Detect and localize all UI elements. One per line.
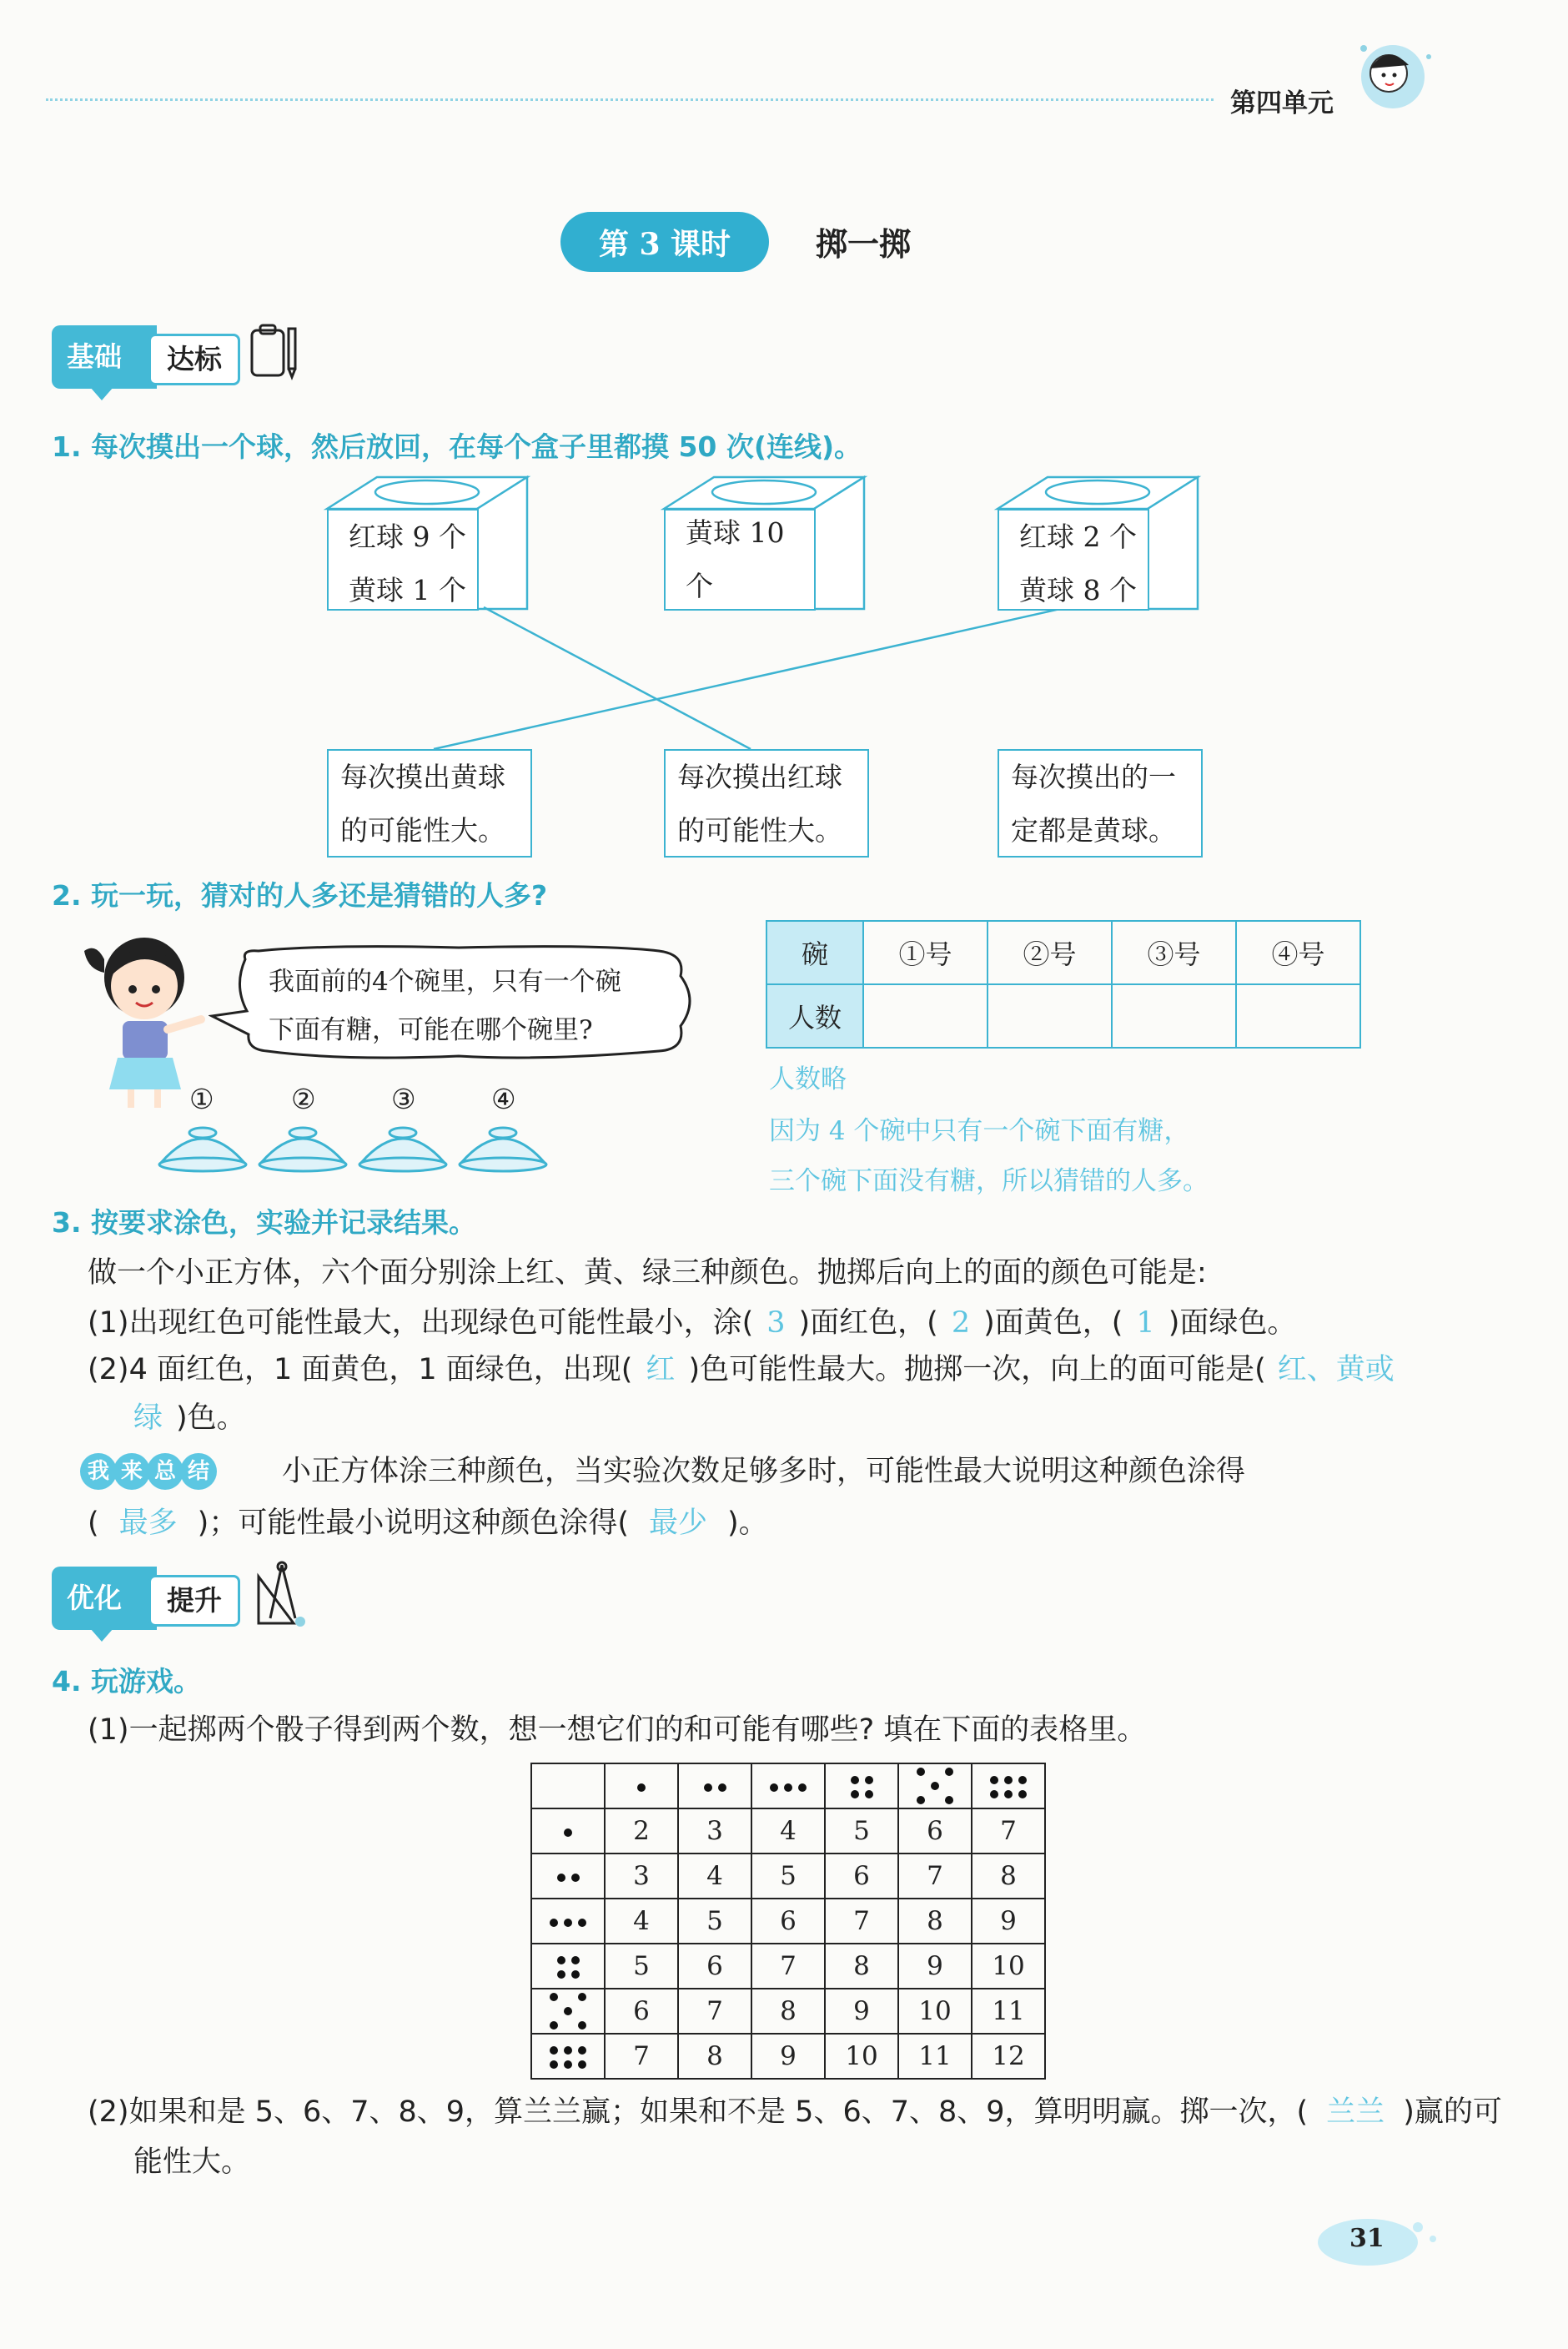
table-input-cell[interactable] bbox=[988, 984, 1112, 1048]
table-header-cell: ③号 bbox=[1112, 921, 1236, 984]
section-badge-right: 达标 bbox=[148, 334, 240, 385]
sum-cell: 12 bbox=[972, 2034, 1045, 2079]
table-header-cell: ②号 bbox=[988, 921, 1112, 984]
dice-header-cell bbox=[825, 1763, 898, 1808]
answer-blank[interactable]: 兰兰 bbox=[1326, 2095, 1385, 2129]
text: ( bbox=[88, 1506, 99, 1540]
speech-bubble-text bbox=[269, 958, 621, 1054]
sum-cell: 9 bbox=[972, 1899, 1045, 1944]
q2-title: 2. 玩一玩，猜对的人多还是猜错的人多? bbox=[52, 879, 548, 912]
section-badge-basic bbox=[52, 325, 244, 389]
table-row bbox=[531, 1989, 1045, 2034]
sum-cell: 2 bbox=[605, 1808, 678, 1854]
page-number: 31 bbox=[1349, 2224, 1385, 2253]
box-line: 黄球 8 个 bbox=[1019, 574, 1137, 606]
box-line: 黄球 1 个 bbox=[349, 574, 466, 606]
section-badge-left: 优化 bbox=[52, 1567, 157, 1630]
table-row bbox=[531, 1944, 1045, 1989]
dice-header-cell bbox=[531, 1989, 605, 2034]
box-line: 的可能性大。 bbox=[677, 814, 842, 847]
q1-box-bottom-3 bbox=[998, 749, 1203, 858]
box-line: 定都是黄球。 bbox=[1011, 814, 1176, 847]
q3-summary-line2 bbox=[88, 1498, 768, 1548]
q1-box-top-2 bbox=[664, 509, 816, 611]
dice-header-cell bbox=[531, 1899, 605, 1944]
dice-sum-table bbox=[530, 1763, 1046, 2080]
q3-title: 3. 按要求涂色，实验并记录结果。 bbox=[52, 1206, 476, 1239]
speech-line: 下面有糖，可能在哪个碗里? bbox=[269, 1015, 593, 1045]
answer-line: 因为 4 个碗中只有一个碗下面有糖， bbox=[769, 1116, 1190, 1146]
sum-cell: 4 bbox=[751, 1808, 825, 1854]
dice-header-cell bbox=[605, 1763, 678, 1808]
q1-box-top-3 bbox=[998, 509, 1149, 611]
table-input-cell[interactable] bbox=[1112, 984, 1236, 1048]
dice-5-icon bbox=[550, 1993, 586, 2030]
dice-header-cell bbox=[898, 1763, 972, 1808]
sum-cell: 9 bbox=[825, 1989, 898, 2034]
box-line: 红球 2 个 bbox=[1019, 521, 1137, 553]
table-row bbox=[531, 1899, 1045, 1944]
badge-char: 总 bbox=[147, 1453, 183, 1490]
dice-header-cell bbox=[531, 1808, 605, 1854]
sum-cell: 8 bbox=[972, 1854, 1045, 1899]
answer-line: 三个碗下面没有糖，所以猜错的人多。 bbox=[769, 1166, 1209, 1196]
table-row bbox=[531, 1854, 1045, 1899]
sum-cell: 10 bbox=[898, 1989, 972, 2034]
sum-cell: 4 bbox=[605, 1899, 678, 1944]
dice-2-icon bbox=[704, 1783, 726, 1792]
answer-blank[interactable]: 3 bbox=[766, 1306, 786, 1340]
text: )色可能性最大。抛掷一次，向上的面可能是( bbox=[688, 1353, 1266, 1386]
text: )色。 bbox=[176, 1401, 246, 1435]
dice-header-cell bbox=[531, 2034, 605, 2079]
answer-blank[interactable]: 绿 bbox=[133, 1401, 163, 1435]
text: )；可能性最小说明这种颜色涂得( bbox=[197, 1506, 629, 1540]
answer-blank[interactable]: 2 bbox=[951, 1306, 971, 1340]
dice-6-icon bbox=[990, 1776, 1027, 1798]
sum-cell: 8 bbox=[898, 1899, 972, 1944]
dice-header-cell bbox=[751, 1763, 825, 1808]
sum-cell: 6 bbox=[605, 1989, 678, 2034]
bowl-number: ② bbox=[291, 1083, 316, 1115]
dice-2-icon bbox=[557, 1874, 580, 1882]
dice-3-icon bbox=[770, 1783, 807, 1792]
sum-cell: 7 bbox=[751, 1944, 825, 1989]
box-line: 红球 9 个 bbox=[349, 521, 466, 553]
dice-1-icon bbox=[564, 1828, 572, 1837]
sum-cell: 5 bbox=[605, 1944, 678, 1989]
section-badge-left: 基础 bbox=[52, 325, 157, 389]
box-line: 每次摸出黄球 bbox=[340, 761, 505, 793]
q3-intro: 做一个小正方体，六个面分别涂上红、黄、绿三种颜色。抛掷后向上的面的颜色可能是: bbox=[88, 1256, 1207, 1290]
sum-cell: 7 bbox=[678, 1989, 751, 2034]
sum-cell: 8 bbox=[751, 1989, 825, 2034]
dice-6-icon bbox=[550, 2046, 586, 2069]
q2-answer-note: 人数略 bbox=[769, 1064, 847, 1094]
dice-5-icon bbox=[917, 1768, 953, 1804]
lesson-badge: 第 3 课时 bbox=[560, 212, 769, 272]
sum-cell: 5 bbox=[825, 1808, 898, 1854]
dice-header-cell bbox=[972, 1763, 1045, 1808]
q4-part1: (1)一起掷两个骰子得到两个数，想一想它们的和可能有哪些? 填在下面的表格里。 bbox=[88, 1713, 1147, 1747]
table-row bbox=[531, 2034, 1045, 2079]
q3-part1 bbox=[88, 1298, 1296, 1348]
dice-header-cell bbox=[531, 1944, 605, 1989]
q4-part2-cont: 能性大。 bbox=[133, 2145, 251, 2179]
answer-blank[interactable]: 红 bbox=[646, 1353, 676, 1386]
sum-cell: 3 bbox=[605, 1854, 678, 1899]
header-rule bbox=[46, 98, 1214, 101]
text: )赢的可 bbox=[1403, 2095, 1502, 2129]
q2-answer bbox=[769, 1106, 1209, 1206]
text: (2)如果和是 5、6、7、8、9，算兰兰赢；如果和不是 5、6、7、8、9，算明明赢。掷一次，( bbox=[88, 2095, 1309, 2129]
sum-cell: 11 bbox=[898, 2034, 972, 2079]
section-badge-right: 提升 bbox=[148, 1575, 240, 1627]
section-badge-advance bbox=[52, 1567, 244, 1630]
q3-summary-line1: 小正方体涂三种颜色，当实验次数足够多时，可能性最大说明这种颜色涂得 bbox=[282, 1455, 1246, 1488]
table-row bbox=[531, 1808, 1045, 1854]
table-header-cell: 碗 bbox=[766, 921, 863, 984]
q1-box-top-1 bbox=[327, 509, 479, 611]
sum-cell: 5 bbox=[751, 1854, 825, 1899]
table-row bbox=[531, 1763, 1045, 1808]
sum-cell: 6 bbox=[825, 1854, 898, 1899]
q4-part2 bbox=[88, 2087, 1502, 2137]
q1-box-bottom-2 bbox=[664, 749, 869, 858]
sum-cell: 7 bbox=[825, 1899, 898, 1944]
table-header-cell: ④号 bbox=[1236, 921, 1360, 984]
sum-cell: 6 bbox=[898, 1808, 972, 1854]
sum-cell: 10 bbox=[972, 1944, 1045, 1989]
answer-blank[interactable]: 最多 bbox=[118, 1506, 178, 1540]
bowl-number: ③ bbox=[391, 1083, 416, 1115]
sum-cell: 9 bbox=[898, 1944, 972, 1989]
bowl-row bbox=[154, 1083, 588, 1174]
table-header-cell: 人数 bbox=[766, 984, 863, 1048]
box-line: 的可能性大。 bbox=[340, 814, 505, 847]
dice-3-icon bbox=[550, 1919, 586, 1927]
text: )面绿色。 bbox=[1168, 1306, 1297, 1340]
bowl-table bbox=[766, 920, 1361, 1049]
badge-char: 来 bbox=[113, 1453, 150, 1490]
table-header-cell: ①号 bbox=[863, 921, 988, 984]
answer-blank[interactable]: 1 bbox=[1136, 1306, 1155, 1340]
q3-part2-cont bbox=[133, 1393, 246, 1443]
sum-cell: 3 bbox=[678, 1808, 751, 1854]
q4-title: 4. 玩游戏。 bbox=[52, 1665, 201, 1698]
sum-cell: 6 bbox=[678, 1944, 751, 1989]
sum-cell: 7 bbox=[898, 1854, 972, 1899]
badge-char: 结 bbox=[180, 1453, 217, 1490]
bowl-number: ① bbox=[189, 1083, 214, 1115]
clipboard-pencil-icon bbox=[247, 319, 305, 385]
sum-cell: 7 bbox=[972, 1808, 1045, 1854]
dice-4-icon bbox=[851, 1776, 873, 1798]
lesson-title: 掷一掷 bbox=[816, 226, 912, 263]
sum-cell: 6 bbox=[751, 1899, 825, 1944]
table-input-cell[interactable] bbox=[863, 984, 988, 1048]
dice-4-icon bbox=[557, 1956, 580, 1979]
box-line: 黄球 10 个 bbox=[686, 516, 785, 602]
q1-title: 1. 每次摸出一个球，然后放回，在每个盒子里都摸 50 次(连线)。 bbox=[52, 430, 862, 463]
table-input-cell[interactable] bbox=[1236, 984, 1360, 1048]
bowl-icons bbox=[154, 1118, 588, 1173]
dice-header-cell bbox=[678, 1763, 751, 1808]
ruler-compass-icon bbox=[252, 1560, 310, 1630]
sum-cell: 7 bbox=[605, 2034, 678, 2079]
dice-1-icon bbox=[637, 1783, 646, 1792]
q3-part2 bbox=[88, 1345, 1395, 1395]
girl-mascot-icon bbox=[1347, 25, 1439, 117]
unit-label: 第四单元 bbox=[1230, 88, 1334, 118]
speech-line: 我面前的4个碗里，只有一个碗 bbox=[269, 967, 621, 997]
table-row bbox=[766, 921, 1360, 984]
text: )。 bbox=[727, 1506, 768, 1540]
q1-box-bottom-1 bbox=[327, 749, 532, 858]
sum-cell: 9 bbox=[751, 2034, 825, 2079]
sum-cell: 11 bbox=[972, 1989, 1045, 2034]
answer-blank[interactable]: 红、黄或 bbox=[1277, 1353, 1395, 1386]
text: )面红色，( bbox=[798, 1306, 938, 1340]
dice-header-cell bbox=[531, 1854, 605, 1899]
text: (1)出现红色可能性最大，出现绿色可能性最小，涂( bbox=[88, 1306, 754, 1340]
corner-cell bbox=[531, 1763, 605, 1808]
box-line: 每次摸出红球 bbox=[677, 761, 842, 793]
box-line: 每次摸出的一 bbox=[1011, 761, 1176, 793]
text: )面黄色，( bbox=[983, 1306, 1123, 1340]
bowl-number: ④ bbox=[491, 1083, 516, 1115]
sum-cell: 8 bbox=[678, 2034, 751, 2079]
table-row bbox=[766, 984, 1360, 1048]
sum-cell: 4 bbox=[678, 1854, 751, 1899]
text: (2)4 面红色，1 面黄色，1 面绿色，出现( bbox=[88, 1353, 633, 1386]
sum-cell: 5 bbox=[678, 1899, 751, 1944]
answer-blank[interactable]: 最少 bbox=[648, 1506, 707, 1540]
badge-char: 我 bbox=[80, 1453, 117, 1490]
summary-badge bbox=[80, 1453, 214, 1490]
sum-cell: 8 bbox=[825, 1944, 898, 1989]
sum-cell: 10 bbox=[825, 2034, 898, 2079]
